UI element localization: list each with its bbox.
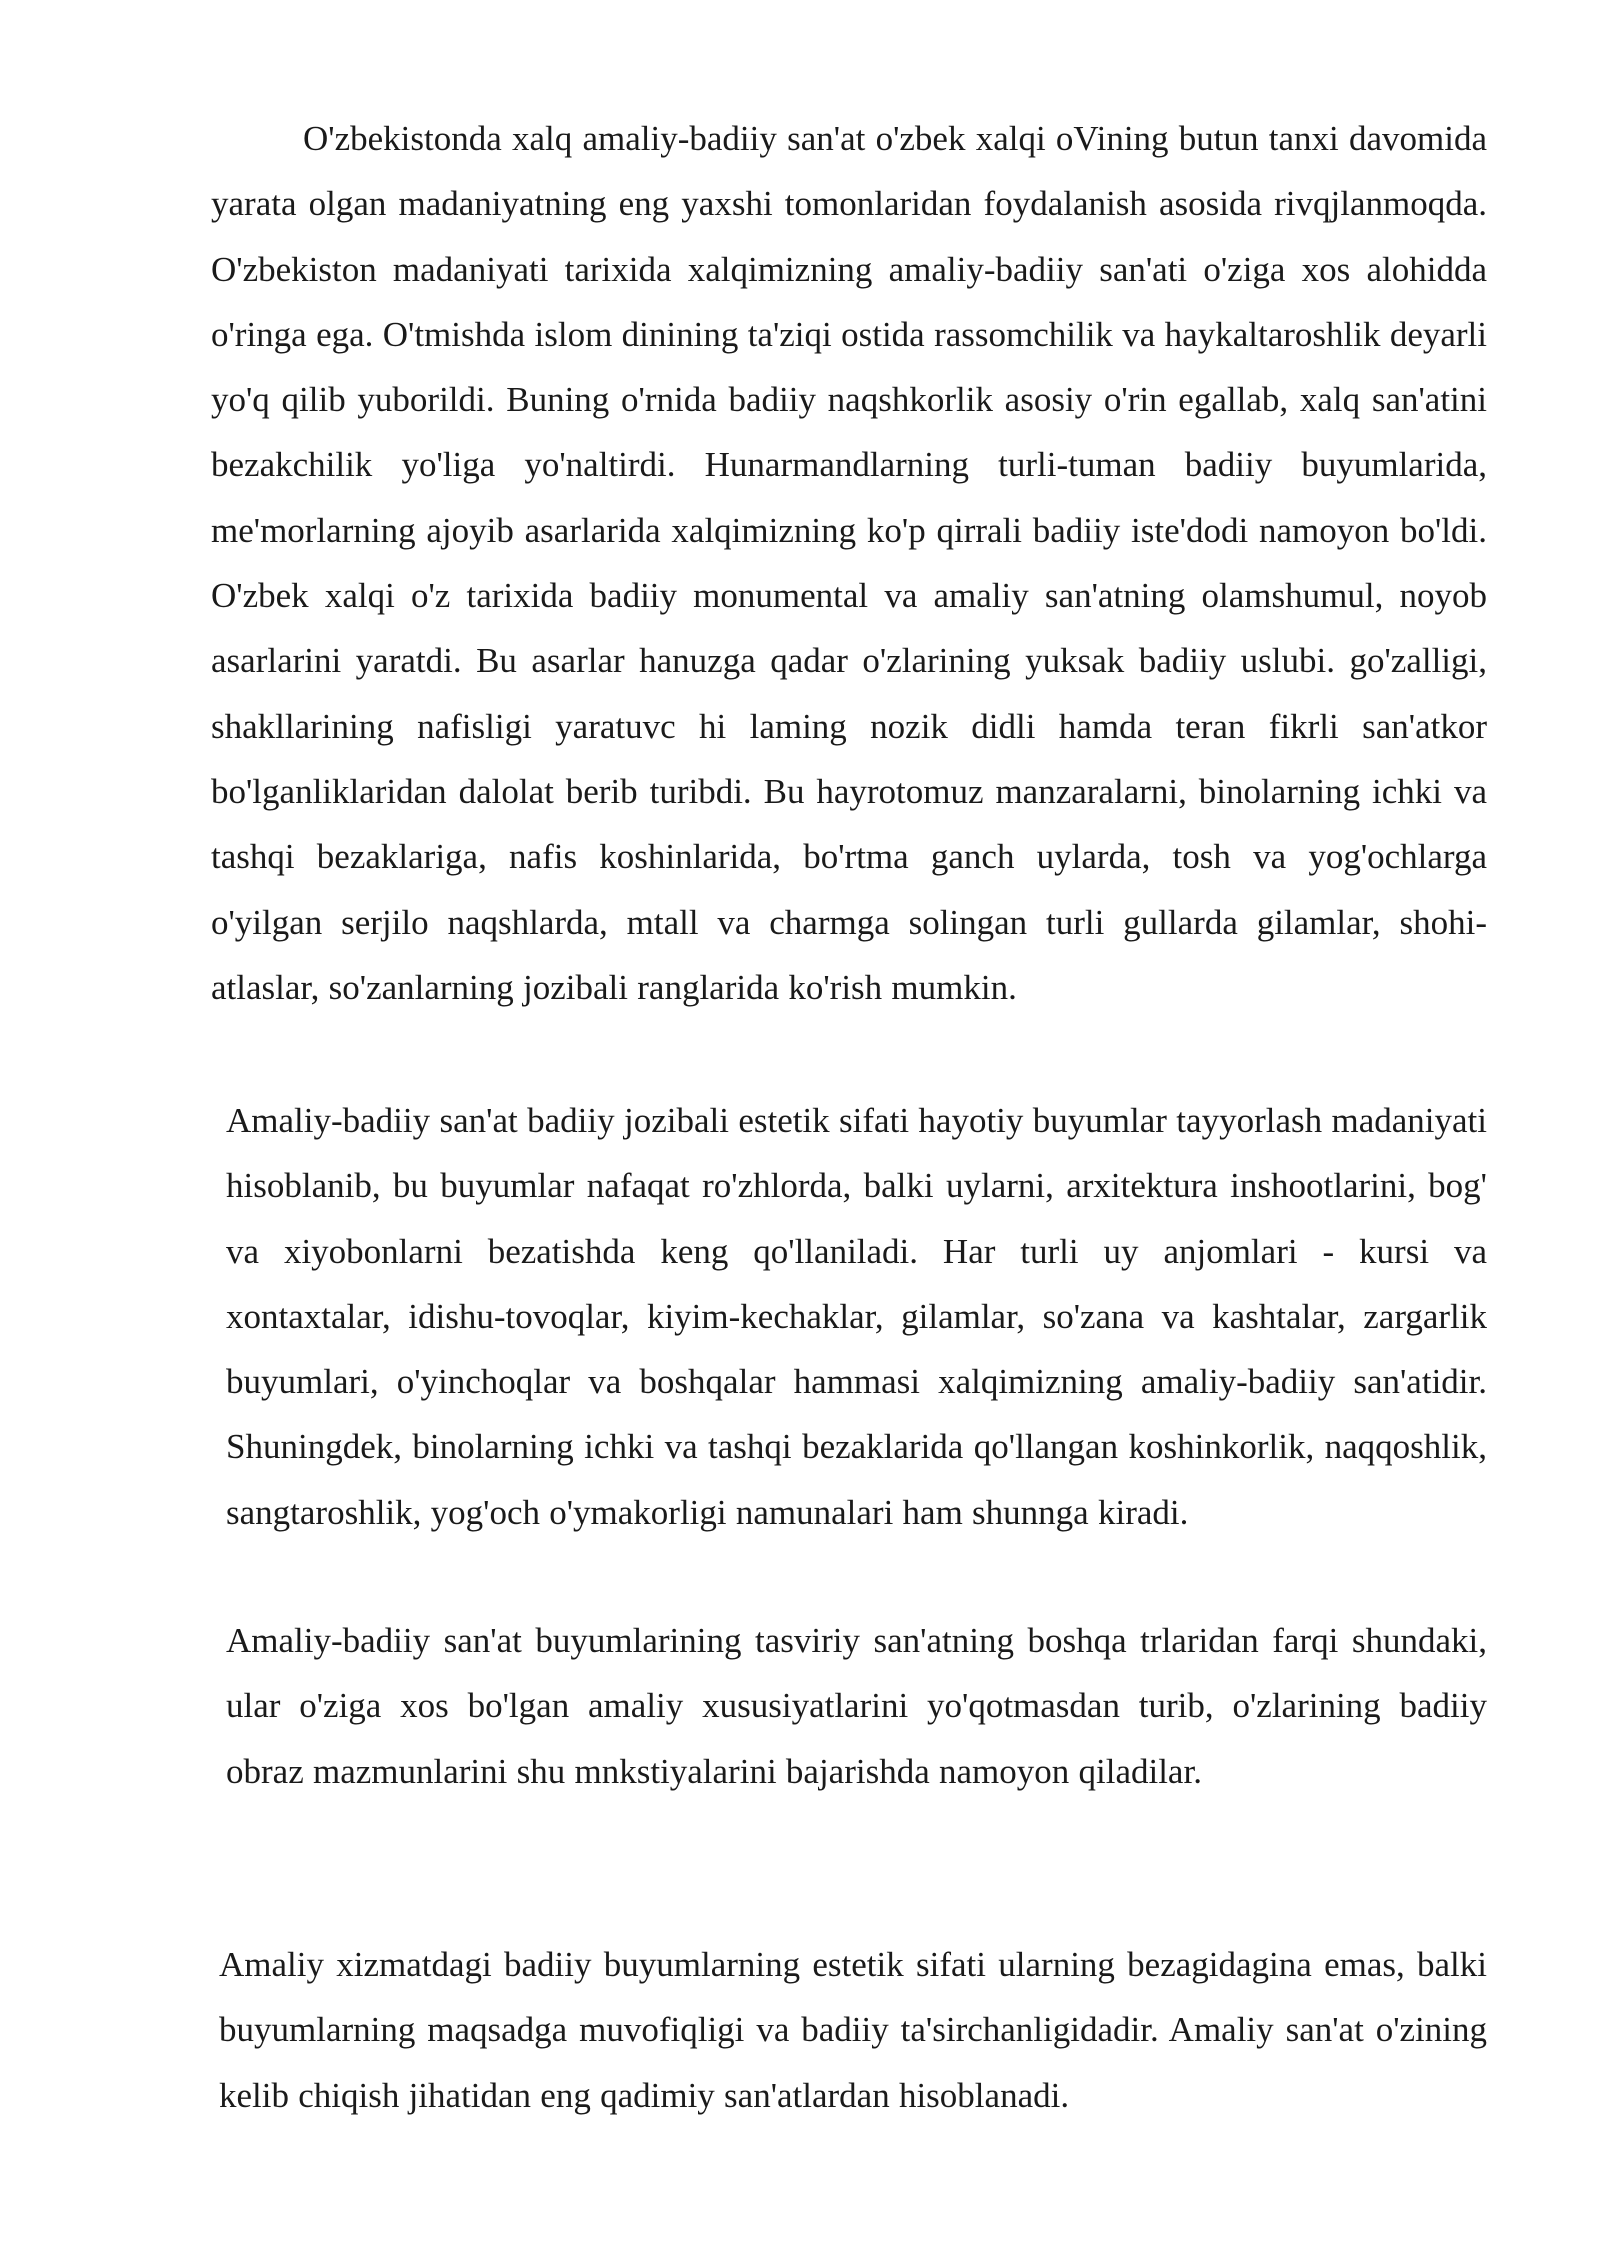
- paragraph-applied-art-difference: Amaliy-badiiy san'at buyumlarining tasviriy san'atning boshqa trlaridan farqi shundaki, ular o'ziga xos bo'lgan amaliy xususiyatlarini yo'qotmasdan turib, o'zlarining badiiy obraz mazmunlarini shu mnkstiyalarini bajarishda namoyon qiladilar.: [226, 1621, 1487, 1791]
- paragraph-aesthetic-quality: Amaliy xizmatdagi badiiy buyumlarning estetik sifati ularning bezagidagina emas, balki buyumlarning maqsadga muvofiqligi va badiiy ta'sirchanligidadir. Amaliy san'at o'zining kelib chiqish jihatidan eng qadimiy san'atlardan hisoblanadi.: [219, 1945, 1487, 2115]
- paragraph-applied-art-definition: Amaliy-badiiy san'at badiiy jozibali estetik sifati hayotiy buyumlar tayyorlash madaniyati hisoblanib, bu buyumlar nafaqat ro'zhlorda, balki uylarni, arxitektura inshootlarini, bog' va xiyobonlarni bezatishda keng qo'llaniladi. Har turli uy anjomlari - kursi va xontaxtalar, idishu-tovoqlar, kiyim-kechaklar, gilamlar, so'zana va kashtalar, zargarlik buyumlari, o'yinchoqlar va boshqalar hammasi xalqimizning amaliy-badiiy san'atidir. Shuningdek, binolarning ichki va tashqi bezaklarida qo'llangan koshinkorlik, naqqoshlik, sangtaroshlik, yog'och o'ymakorligi namunalari ham shunnga kiradi.: [226, 1101, 1487, 1532]
- paragraph-intro: O'zbekistonda xalq amaliy-badiiy san'at o'zbek xalqi oVining butun tanxi davomida yarata olgan madaniyatning eng yaxshi tomonlaridan foydalanish asosida rivqjlanmoqda. O'zbekiston madaniyati tarixida xalqimizning amaliy-badiiy san'ati o'ziga xos alohidda o'ringa ega. O'tmishda islom dinining ta'ziqi ostida rassomchilik va haykaltaroshlik deyarli yo'q qilib yuborildi. Buning o'rnida badiiy naqshkorlik asosiy o'rin egallab, xalq san'atini bezakchilik yo'liga yo'naltirdi. Hunarmandlarning turli-tuman badiiy buyumlarida, me'morlarning ajoyib asarlarida xalqimizning ko'p qirrali badiiy iste'dodi namoyon bo'ldi. O'zbek xalqi o'z tarixida badiiy monumental va amaliy san'atning olamshumul, noyob asarlarini yaratdi. Bu asarlar hanuzga qadar o'zlarining yuksak badiiy uslubi. go'zalligi, shakllarining nafisligi yaratuvc hi laming nozik didli hamda teran fikrli san'atkor bo'lganliklaridan dalolat berib turibdi. Bu hayrotomuz manzaralarni, binolarning ichki va tashqi bezaklariga, nafis koshinlarida, bo'rtma ganch uylarda, tosh va yog'ochlarga o'yilgan serjilo naqshlarda, mtall va charmga solingan turli gullarda gilamlar, shohi-atlaslar, so'zanlarning jozibali ranglarida ko'rish mumkin.: [211, 119, 1487, 1007]
